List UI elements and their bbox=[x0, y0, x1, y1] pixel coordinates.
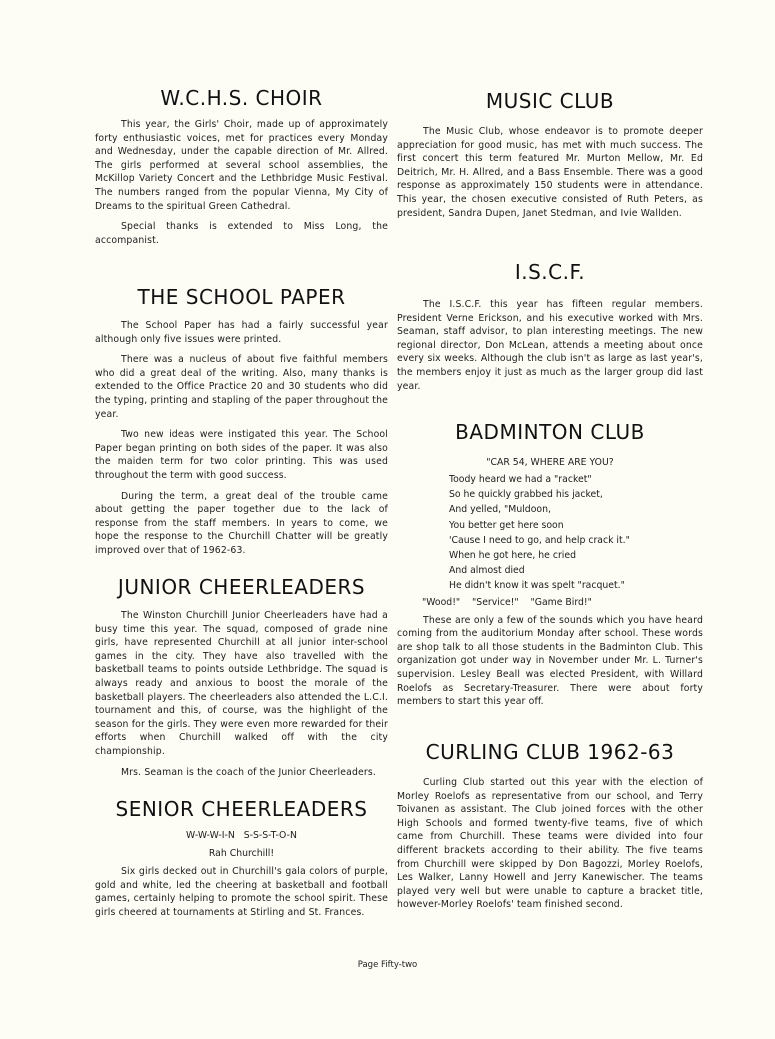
section-title: BADMINTON CLUB bbox=[455, 420, 645, 444]
page-number: Page Fifty-two bbox=[357, 960, 418, 970]
poem-line: And yelled, "Muldoon, bbox=[449, 504, 551, 516]
poem-line: He didn't know it was spelt "racquet." bbox=[449, 580, 625, 592]
paragraph: The Music Club, whose endeavor is to promote deeper appreciation for good music, has met with much success. The first concert this term featured Mr. Murton Mellow, Mr. Ed Deitrich, Mr. H. Allred, and a Bass Ensemble. There was a good response as approximately 150 students were in attendance. This year, the chosen executive consisted of Ruth Peters, as president, Sandra Dupen, Janet Stedman, and Ivie Wallden. bbox=[397, 126, 703, 219]
paragraph: The Winston Churchill Junior Cheerleaders have had a busy time this year. The squad, composed of grade nine girls, have represented Churchill at all junior inter-school games in the city. They have also travelled with the basketball teams to points outside Lethbridge. The squad is always ready and anxious to boost the morale of the basketball players. The cheerleaders also attended the L.C.I. tournament and this, of course, was the highlight of the season for the girls. They were even more rewarded for their efforts when Churchill walked off with the city championship. bbox=[95, 610, 388, 757]
cheer-line: Rah Churchill! bbox=[208, 848, 275, 859]
section-title: JUNIOR CHEERLEADERS bbox=[117, 575, 366, 599]
section-music-club bbox=[397, 89, 703, 220]
section-title: I.S.C.F. bbox=[514, 260, 586, 284]
section-junior-cheerleaders bbox=[95, 575, 388, 779]
paragraph: The I.S.C.F. this year has fifteen regular members. President Verne Erickson, and his executive worked with Mrs. Seaman, staff advisor, to plan interesting meetings. The new regional director, Don McLean, attends a meeting about once every six weeks. Although the club isn't as large as last year's, the members enjoy it just as much as the larger group did last year. bbox=[397, 299, 703, 392]
poem-line: When he got here, he cried bbox=[449, 550, 576, 562]
section-badminton-club bbox=[397, 420, 703, 709]
shouts: "Wood!" "Service!" "Game Bird!" bbox=[422, 596, 592, 608]
poem-title: "CAR 54, WHERE ARE YOU? bbox=[486, 457, 614, 468]
section-title: CURLING CLUB 1962-63 bbox=[425, 740, 675, 764]
paragraph: During the term, a great deal of the trouble came about getting the paper together due to the lack of response from the staff members. In years to come, we hope the response to the Churchill Chatter will be greatly improved over that of 1962-63. bbox=[95, 490, 388, 556]
section-title: W.C.H.S. CHOIR bbox=[160, 86, 323, 110]
section-title: SENIOR CHEERLEADERS bbox=[115, 797, 368, 821]
section-title: THE SCHOOL PAPER bbox=[137, 285, 346, 309]
paragraph: Six girls decked out in Churchill's gala colors of purple, gold and white, led the cheering at basketball and football games, certainly helping to promote the school spirit. These girls cheered at tournaments at Stirling and St. Frances. bbox=[95, 866, 388, 918]
poem bbox=[449, 472, 703, 594]
section-curling-club bbox=[397, 740, 703, 912]
poem-line: And almost died bbox=[449, 565, 525, 577]
paragraph: Two new ideas were instigated this year. The School Paper began printing on both sides of the paper. It was also the maiden term for two color printing. This was used throughout the term with good success. bbox=[95, 429, 388, 481]
section-iscf bbox=[397, 260, 703, 393]
paragraph: There was a nucleus of about five faithful members who did a great deal of the writing. Also, many thanks is extended to the Office Practice 20 and 30 students who did the typing, printing and stapling of the paper throughout the year. bbox=[95, 354, 388, 420]
section-choir bbox=[95, 86, 388, 247]
paragraph: These are only a few of the sounds which you have heard coming from the auditorium Monday after school. These words are shop talk to all those students in the Badminton Club. This organization got under way in November under Mr. L. Turner's supervision. Lesley Beall was elected President, with Willard Roelofs as Secretary-Treasurer. There were about forty members to start this year off. bbox=[397, 614, 703, 708]
paragraph: This year, the Girls' Choir, made up of approximately forty enthusiastic voices, met for practices every Monday and Wednesday, under the capable direction of Mr. Allred. The girls performed at several school assemblies, the McKillop Variety Concert and the Lethbridge Music Festival. The numbers ranged from the popular Vienna, My City of Dreams to the spiritual Green Cathedral. bbox=[95, 119, 388, 212]
cheer-line: W-W-W-I-N S-S-S-T-O-N bbox=[186, 830, 297, 841]
poem-line: Toody heard we had a "racket" bbox=[449, 474, 592, 485]
paragraph: The School Paper has had a fairly successful year although only five issues were printed. bbox=[95, 320, 388, 345]
paragraph: Mrs. Seaman is the coach of the Junior Cheerleaders. bbox=[121, 766, 376, 778]
paragraph: Curling Club started out this year with the election of Morley Roelofs as representative from our school, and Terry Toivanen as assistant. The Club joined forces with the other High Schools and formed twenty-five teams, five of which came from Churchill. These teams were divided into four different brackets according to their ability. The five teams from Churchill were skipped by Don Bagozzi, Morley Roelofs, Les Walker, Lanny Howell and Jerry Kanewischer. The teams played very well but were unable to capture a bracket title, however-Morley Roelofs' team finished second. bbox=[397, 777, 703, 911]
section-title: MUSIC CLUB bbox=[485, 89, 615, 113]
paragraph: Special thanks is extended to Miss Long, the accompanist. bbox=[95, 221, 388, 246]
poem-line: You better get here soon bbox=[449, 519, 564, 531]
poem-line: So he quickly grabbed his jacket, bbox=[449, 489, 603, 501]
section-senior-cheerleaders bbox=[95, 797, 388, 919]
poem-line: 'Cause I need to go, and help crack it." bbox=[449, 534, 630, 546]
section-school-paper bbox=[95, 285, 388, 558]
